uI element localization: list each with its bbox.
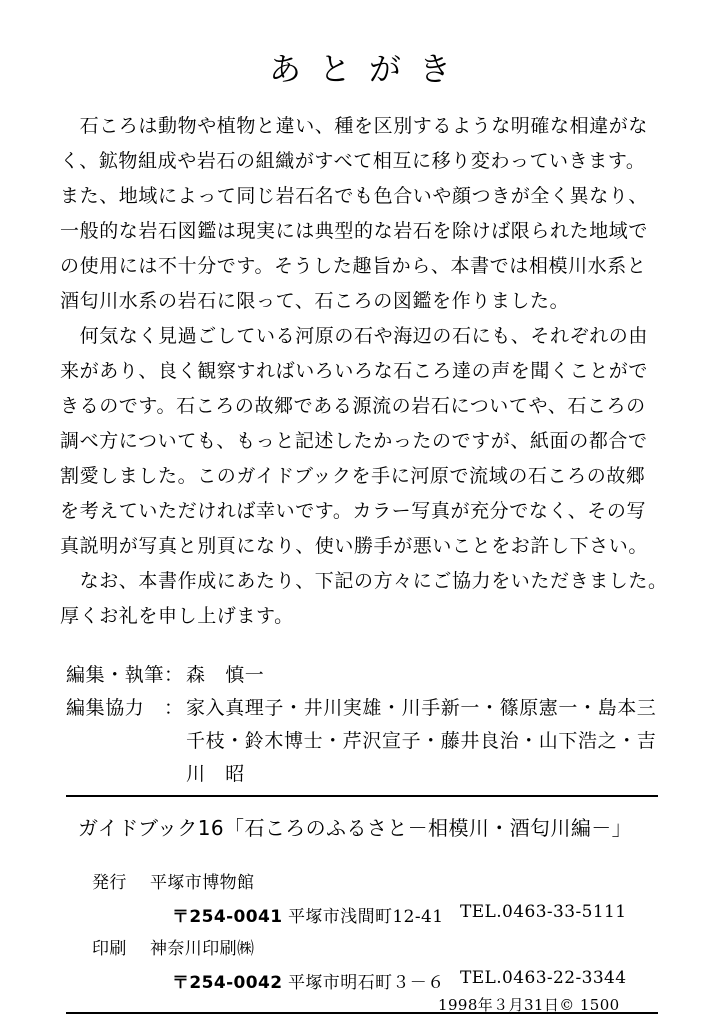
page-title: あとがき — [268, 50, 469, 88]
printer-label: 印刷 — [92, 939, 127, 959]
paragraph-1-line-5: の使用には不十分です。そうした趣旨から、本書では相模川水系と — [60, 255, 647, 277]
editor-name: 森 慎一 — [186, 664, 265, 686]
publication-date: 1998年３月31日© 1500 — [438, 996, 620, 1014]
editor-label: 編集・執筆： — [66, 664, 184, 686]
paragraph-1-line-4: 一般的な岩石図鑑は現実には典型的な岩石を除けば限られた地域で — [60, 220, 649, 242]
paragraph-2-line-5: 割愛しました。このガイドブックを手に河原で流域の石ころの故郷 — [60, 465, 646, 487]
paragraph-3-line-2: 厚くお礼を申し上げます。 — [60, 605, 294, 627]
coop-names-line-1: 家入真理子・井川実雄・川手新一・篠原憲一・島本三 — [186, 697, 657, 719]
paragraph-2-line-2: 来があり、良く観察すればいろいろな石ころ達の声を聞くことがで — [60, 360, 649, 382]
paragraph-1-line-6: 酒匂川水系の岩石に限って、石ころの図鑑を作りました。 — [60, 290, 570, 312]
divider-top — [66, 795, 658, 797]
publisher-name: 平塚市博物館 — [150, 873, 255, 893]
printer-name: 神奈川印刷㈱ — [150, 939, 255, 959]
printer-tel: TEL.0463-22-3344 — [460, 968, 627, 988]
coop-names-line-3: 川 昭 — [186, 763, 245, 785]
coop-names-line-2: 千枝・鈴木博士・芹沢宣子・藤井良治・山下浩之・吉 — [186, 730, 657, 752]
guidebook-title: ガイドブック16「石ころのふるさと－相模川・酒匂川編－」 — [78, 816, 633, 840]
coop-label: 編集協力 ： — [66, 697, 184, 719]
publisher-label: 発行 — [92, 873, 127, 893]
paragraph-1-line-1: 石ころは動物や植物と違い、種を区別するような明確な相違がな — [60, 115, 649, 137]
paragraph-3-line-1: なお、本書作成にあたり、下記の方々にご協力をいただきました。 — [60, 570, 668, 592]
paragraph-2-line-6: を考えていただければ幸いです。カラー写真が充分でなく、その写 — [60, 500, 647, 522]
printer-postal-code: 〒254-0042 — [172, 973, 283, 993]
publisher-postal-code: 〒254-0041 — [172, 907, 283, 927]
paragraph-2-line-4: 調べ方についても、もっと記述したかったのですが、紙面の都合で — [60, 430, 648, 452]
printer-address: 平塚市明石町３－６ — [288, 973, 445, 993]
publisher-tel: TEL.0463-33-5111 — [460, 902, 627, 922]
paragraph-1-line-3: また、地域によって同じ岩石名でも色合いや顔つきが全く異なり、 — [60, 185, 649, 207]
paragraph-2-line-1: 何気なく見過ごしている河原の石や海辺の石にも、それぞれの由 — [60, 325, 649, 347]
publisher-address: 平塚市浅間町12-41 — [288, 907, 444, 927]
paragraph-1-line-2: く、鉱物組成や岩石の組織がすべて相互に移り変わっていきます。 — [60, 150, 646, 172]
paragraph-2-line-7: 真説明が写真と別頁になり、使い勝手が悪いことをお許し下さい。 — [60, 535, 649, 557]
paragraph-2-line-3: きるのです。石ころの故郷である源流の岩石についてや、石ころの — [60, 395, 646, 417]
divider-bottom — [66, 1012, 658, 1014]
